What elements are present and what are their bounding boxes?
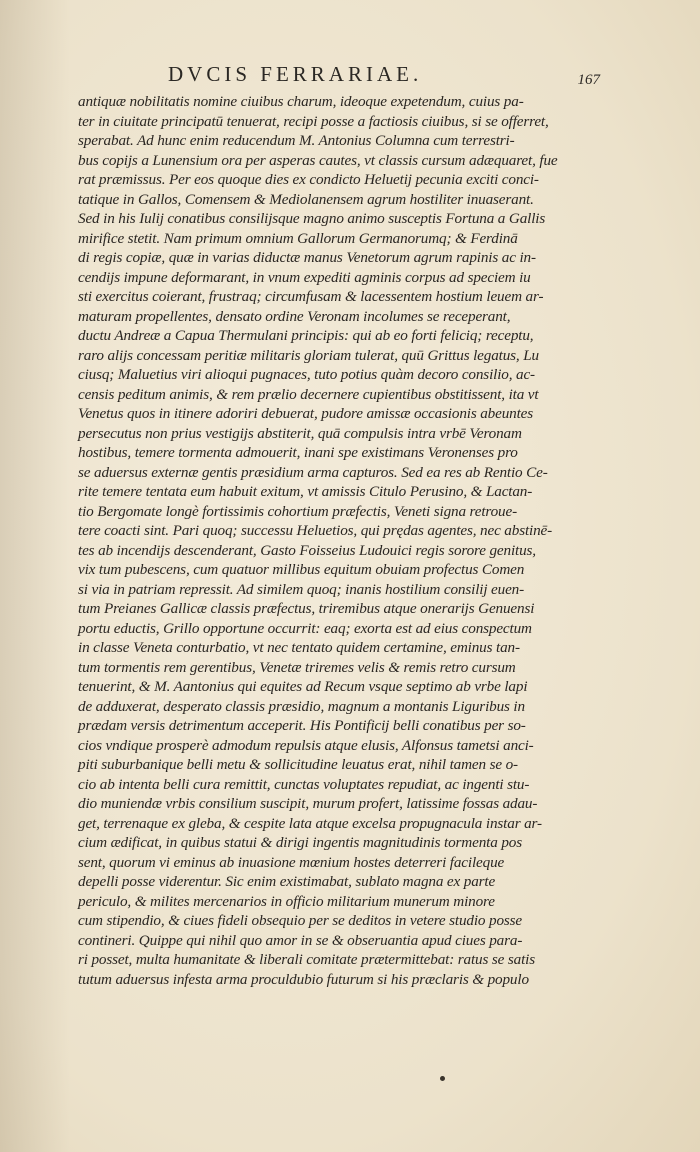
- text-line: se aduersus externæ gentis præsidium arma capturos. Sed ea res ab Rentio Ce-: [78, 463, 548, 481]
- text-line: contineri. Quippe qui nihil quo amor in se & obseruantia apud ciues para-: [78, 931, 523, 949]
- text-line: ter in ciuitate principatū tenuerat, recipi posse a factiosis ciuibus, si se offerret,: [78, 112, 549, 130]
- text-line: in classe Veneta conturbatio, vt nec tentato quidem certamine, eminus tan-: [78, 639, 520, 656]
- text-line: Sed in his Iulij conatibus consilijsque magno animo susceptis Fortuna a Gallis: [78, 210, 546, 227]
- text-line: dio muniendæ vrbis consilium suscipit, murum profert, latissime fossas adau-: [78, 795, 538, 812]
- text-line: sti exercitus coierant, frustraq; circumfusam & lacessentem hostium leuem ar-: [78, 288, 544, 305]
- text-line: tatique in Gallos, Comensem & Mediolanensem agrum hostiliter inuaserant.: [78, 190, 534, 208]
- text-line: ductu Andreæ a Capua Thermulani principis: qui ab eo forti feliciq; receptu,: [78, 327, 534, 344]
- text-line: Venetus quos in itinere adoriri debuerat, pudore amissæ occasionis abeuntes: [78, 405, 534, 422]
- text-line: censis peditum animis, & rem prælio decernere cupientibus obstitissent, ita vt: [78, 385, 539, 403]
- text-line: get, terrenaque ex gleba, & cespite lata atque excelsa propugnacula instar ar-: [78, 814, 542, 832]
- text-line: portu eductis, Grillo opportune occurrit: eaq; exorta est ad eius conspectum: [78, 619, 532, 637]
- running-head: DVCIS FERRARIAE.: [168, 62, 423, 86]
- text-line: cum stipendio, & ciues fideli obsequio per se deditos in vetere studio posse: [78, 912, 523, 929]
- text-line: rat præmissus. Per eos quoque dies ex condicto Heluetij pecunia exciti conci-: [78, 171, 539, 188]
- text-line: antiquæ nobilitatis nomine ciuibus charum, ideoque expetendum, cuius pa-: [78, 93, 524, 110]
- text-line: tutum aduersus infesta arma proculdubio futurum si his præclaris & populo: [78, 970, 529, 988]
- text-line: de adduxerat, desperato classis præsidio, magnum a montanis Liguribus in: [78, 697, 525, 715]
- text-line: bus copijs a Lunensium ora per asperas cautes, vt classis cursum adæquaret, fue: [78, 151, 558, 169]
- text-line: maturam propellentes, densato ordine Veronam incolumes se receperant,: [78, 307, 511, 325]
- text-line: cendijs impune deformarant, in vnum expediti agminis corpus ad speciem iu: [78, 268, 531, 286]
- text-line: mirifice stetit. Nam primum omnium Gallorum Germanorumq; & Ferdinā: [78, 229, 518, 247]
- page-header: [168, 62, 600, 92]
- text-line: periculo, & milites mercenarios in officio militarium munerum minore: [78, 892, 495, 910]
- text-line: cio ab intenta belli cura remittit, cunctas voluptates repudiat, ac ingenti stu-: [78, 775, 530, 793]
- text-line: persecutus non prius vestigijs abstiterit, quā compulsis intra vrbē Veronam: [78, 424, 522, 442]
- text-line: sperabat. Ad hunc enim reducendum M. Antonius Columna cum terrestri-: [78, 132, 515, 149]
- text-line: piti suburbanique belli metu & sollicitudine leuatus erat, nihil tamen se o-: [78, 756, 518, 773]
- text-line: tio Bergomate longè fortissimis cohortium præfectis, Veneti signa retroue-: [78, 502, 517, 520]
- text-line: tes ab incendijs descenderant, Gasto Foisseius Ludouici regis sorore genitus,: [78, 541, 536, 559]
- text-line: raro alijs concessam peritiæ militaris gloriam tulerat, quū Grittus legatus, Lu: [78, 346, 539, 364]
- text-line: vix tum pubescens, cum quatuor millibus equitum obuiam profectus Comen: [78, 561, 525, 578]
- text-line: tum tormentis rem gerentibus, Venetæ triremes velis & remis retro cursum: [78, 658, 516, 676]
- text-line: tenuerint, & M. Aantonius qui equites ad Recum vsque septimo ab vrbe lapi: [78, 678, 528, 695]
- text-line: si via in patriam repressit. Ad similem quoq; inanis hostilium consilij euen-: [78, 580, 525, 598]
- text-line: ri posset, multa humanitate & liberali comitate prætermittebat: ratus se satis: [78, 951, 535, 968]
- text-line: rite temere tentata eum habuit exitum, vt amissis Citulo Perusino, & Lactan-: [78, 483, 533, 500]
- text-line: tum Preianes Gallicæ classis præfectus, triremibus atque onerarijs Genuensi: [78, 600, 535, 617]
- ornament-dot: [440, 1076, 445, 1081]
- text-line: tere coacti sint. Pari quoq; successu Heluetios, qui prędas agentes, nec abstinē-: [78, 522, 553, 539]
- gutter-shadow: [0, 0, 70, 1152]
- text-line: hostibus, temere tormenta admouerit, inani spe existimans Veronenses pro: [78, 444, 518, 461]
- text-line: prædam versis detrimentum acceperit. His Pontificij belli conatibus per so-: [78, 717, 526, 734]
- text-line: cios vndique prosperè admodum repulsis atque elusis, Alfonsus tametsi anci-: [78, 736, 534, 754]
- text-line: sent, quorum vi eminus ab inuasione mœnium hostes deterreri facileque: [78, 853, 505, 871]
- text-line: ciusq; Maluetius viri alioqui pugnaces, tuto potius quàm decoro consilio, ac-: [78, 366, 535, 383]
- text-line: cium ædificat, in quibus statui & dirigi ingentis magnitudinis tormenta pos: [78, 834, 522, 851]
- body-text: [78, 92, 568, 989]
- text-line: depelli posse viderentur. Sic enim existimabat, sublato magna ex parte: [78, 873, 496, 890]
- page-number: 167: [577, 72, 600, 88]
- text-line: di regis copiæ, quæ in varias diductæ manus Venetorum agrum rapinis ac in-: [78, 249, 536, 266]
